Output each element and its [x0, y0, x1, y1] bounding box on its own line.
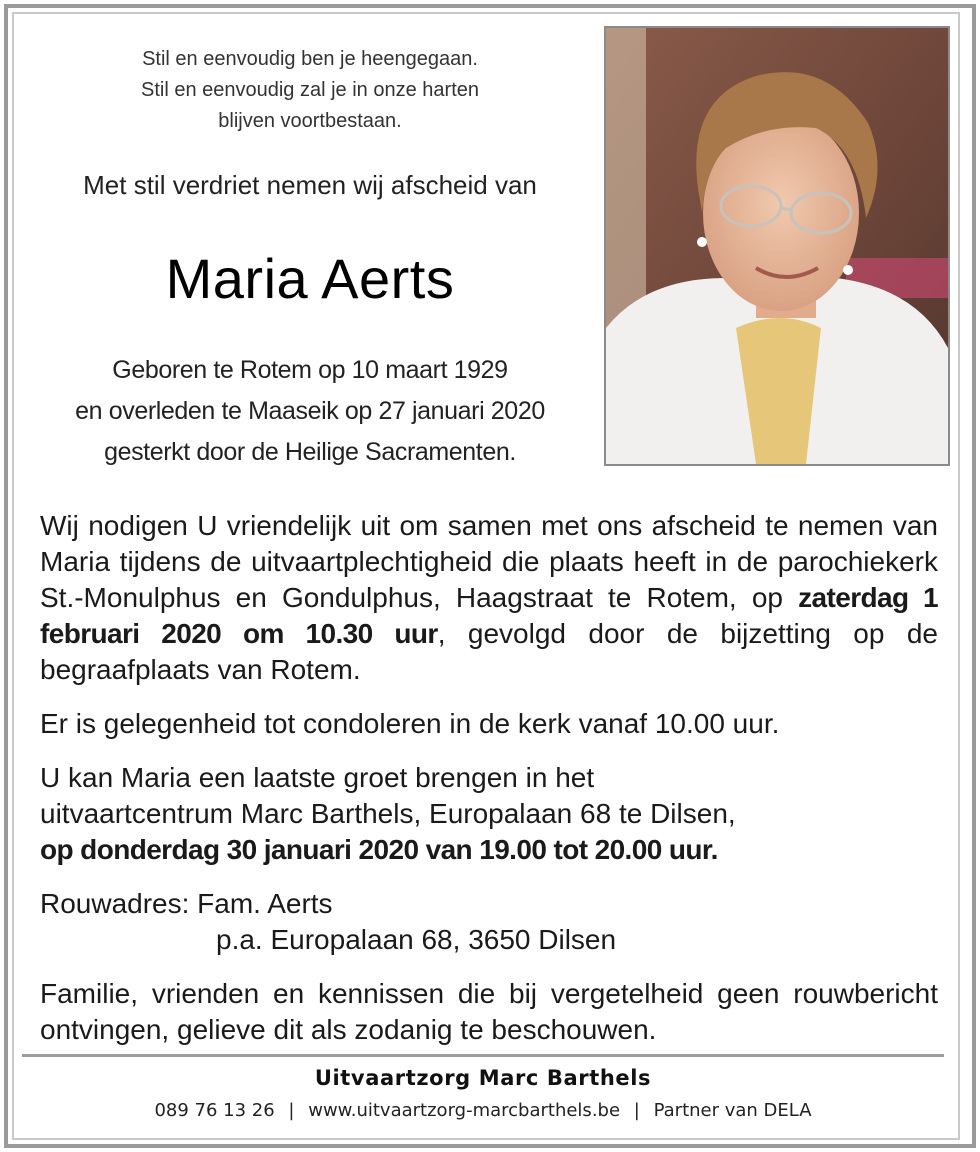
farewell-line: U kan Maria een laatste groet brengen in het: [40, 762, 595, 793]
poem-line: blijven voortbestaan.: [218, 110, 402, 132]
closing-paragraph: Familie, vrienden en kennissen die bij vergetelheid geen rouwbericht ontvingen, gelieve dit als zodanig te beschouwen.: [40, 978, 938, 1045]
portrait-photo: [604, 26, 950, 466]
address-line: Rouwadres: Fam. Aerts: [40, 888, 333, 919]
birth-death-info: [20, 350, 600, 473]
poem: [40, 44, 580, 137]
birth-line: Geboren te Rotem op 10 maart 1929: [112, 356, 508, 384]
burial-text: , gevolgd door de bijzetting op de begraafplaats van Rotem.: [40, 618, 938, 685]
death-line: en overleden te Maaseik op 27 januari 2020: [75, 397, 545, 425]
mourning-address: [40, 886, 938, 958]
intro-text: Met stil verdriet nemen wij afscheid van: [83, 170, 537, 200]
separator: |: [288, 1100, 295, 1121]
farewell-datetime: op donderdag 30 januari 2020 van 19.00 tot 20.00 uur.: [40, 834, 718, 865]
partner-text: Partner van DELA: [653, 1100, 812, 1121]
poem-line: Stil en eenvoudig ben je heengegaan.: [142, 48, 478, 70]
deceased-name: Maria Aerts: [165, 247, 455, 310]
invitation-paragraph: [40, 508, 938, 688]
address-line: p.a. Europalaan 68, 3650 Dilsen: [216, 924, 617, 955]
footer-divider: [22, 1054, 944, 1057]
condolence-paragraph: Er is gelegenheid tot condoleren in de kerk vanaf 10.00 uur.: [40, 708, 780, 739]
sacraments-line: gesterkt door de Heilige Sacramenten.: [104, 438, 516, 466]
phone-number: 089 76 13 26: [154, 1100, 275, 1121]
poem-line: Stil en eenvoudig zal je in onze harten: [140, 79, 479, 101]
invitation-text: Wij nodigen U vriendelijk uit om samen met ons afscheid te nemen van Maria tijdens de uitvaartplechtigheid die plaats heeft in de parochiekerk St.-Monulphus en Gondulphus, Haagstraat te Rotem, op: [40, 510, 938, 613]
footer-contact: [22, 1100, 944, 1121]
farewell-line: uitvaartcentrum Marc Barthels, Europalaan 68 te Dilsen,: [40, 798, 736, 829]
separator: |: [633, 1100, 640, 1121]
ceremony-datetime: zaterdag 1 februari 2020 om 10.30 uur: [40, 582, 938, 649]
funeral-firm-name: Uitvaartzorg Marc Barthels: [314, 1066, 652, 1090]
website-link[interactable]: www.uitvaartzorg-marcbarthels.be: [308, 1100, 621, 1121]
portrait-illustration: [606, 28, 948, 464]
farewell-paragraph: [40, 760, 938, 868]
